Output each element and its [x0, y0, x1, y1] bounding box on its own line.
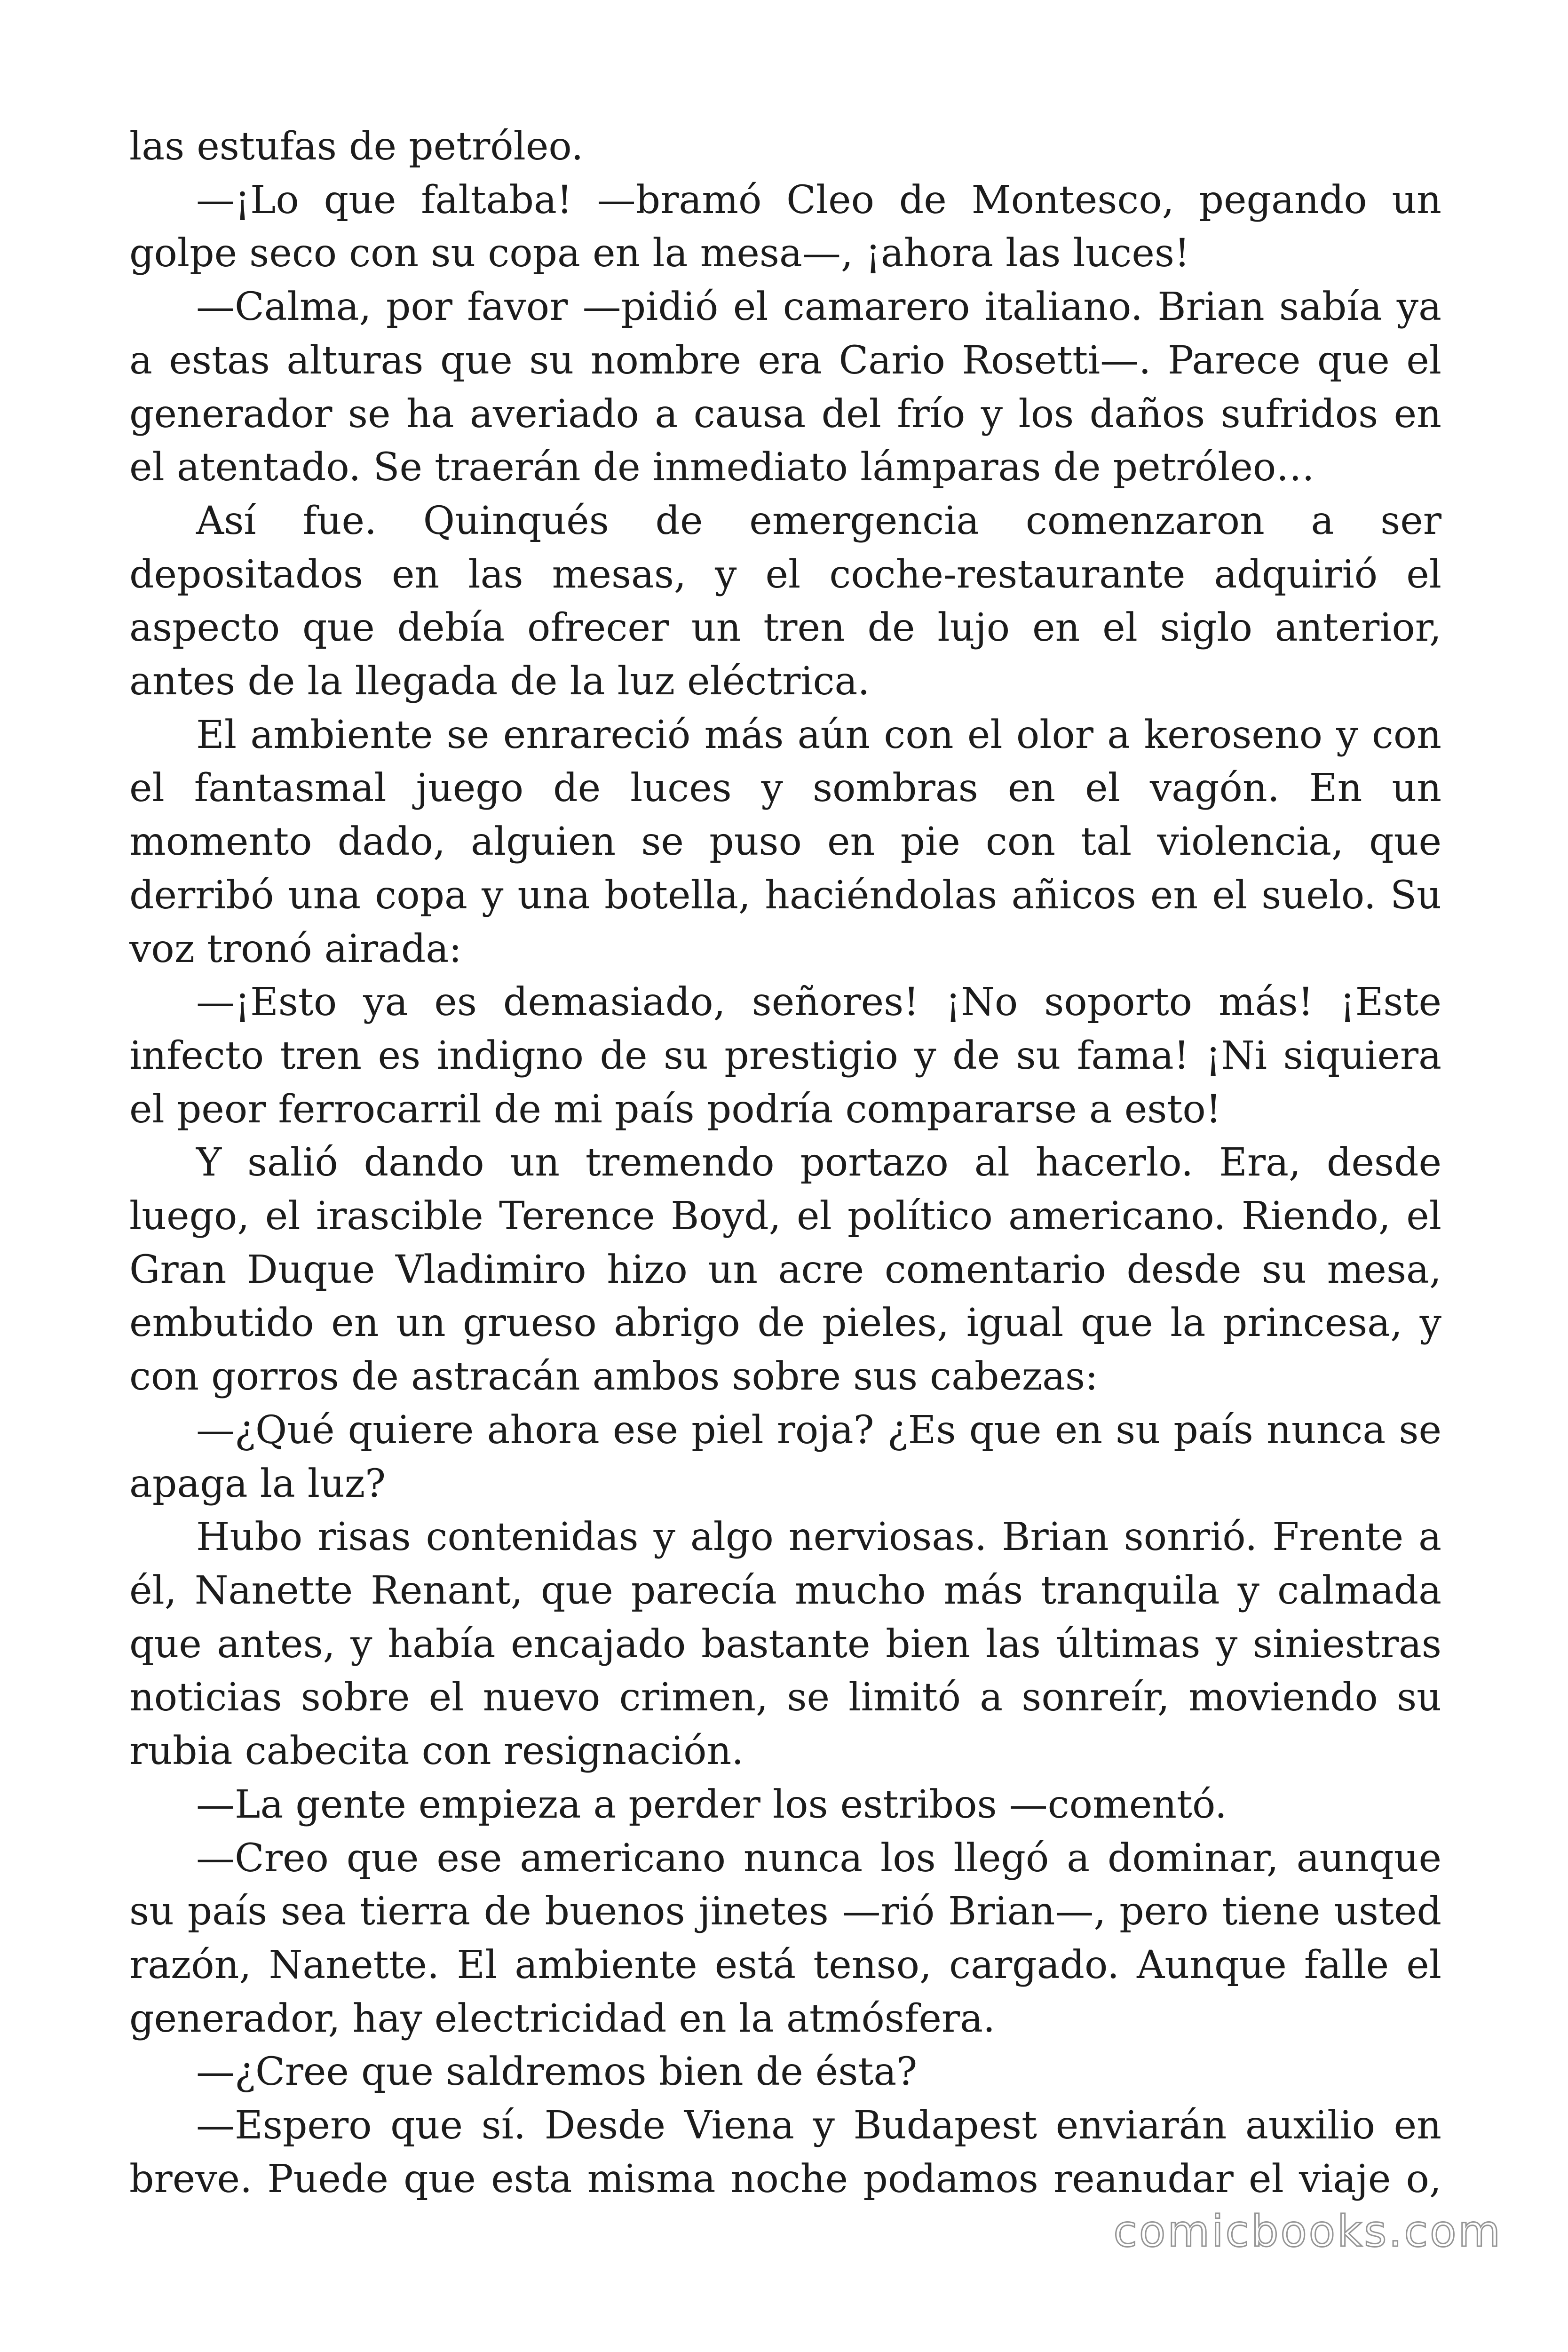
paragraph: —Calma, por favor —pidió el camarero italiano. Brian sabía ya a estas alturas que su nombre era Cario Rosetti—. Parece que el generador se ha averiado a causa del frío y los daños sufridos en el atentado. Se traerán de inmediato lámparas de petróleo…	[129, 285, 1441, 490]
paragraph: —¿Qué quiere ahora ese piel roja? ¿Es que en su país nunca se apaga la luz?	[129, 1407, 1441, 1506]
paragraph: —¡Lo que faltaba! —bramó Cleo de Montesco, pegando un golpe seco con su copa en la mesa—, ¡ahora las luces!	[129, 177, 1441, 276]
paragraph: —La gente empieza a perder los estribos —comentó.	[196, 1782, 1227, 1827]
paragraph: Hubo risas contenidas y algo nerviosas. Brian sonrió. Frente a él, Nanette Renant, que parecía mucho más tranquila y calmada que antes, y había encajado bastante bien las últimas y siniestras noticias sobre el nuevo crimen, se limitó a sonreír, moviendo su rubia cabecita con resignación.	[129, 1515, 1441, 1774]
paragraph-continuation: las estufas de petróleo.	[129, 124, 584, 169]
watermark: comicbooks.com	[1113, 2206, 1502, 2257]
paragraph: —Creo que ese americano nunca los llegó a dominar, aunque su país sea tierra de buenos jinetes —rió Brian—, pero tiene usted razón, Nanette. El ambiente está tenso, cargado. Aunque falle el generador, hay electricidad en la atmósfera.	[129, 1836, 1441, 2041]
body-text	[129, 120, 1441, 2206]
paragraph: —¿Cree que saldremos bien de ésta?	[196, 2050, 918, 2095]
paragraph: El ambiente se enrareció más aún con el olor a keroseno y con el fantasmal juego de luces y sombras en el vagón. En un momento dado, alguien se puso en pie con tal violencia, que derribó una copa y una botella, haciéndolas añicos en el suelo. Su voz tronó airada:	[129, 712, 1441, 971]
paragraph: Y salió dando un tremendo portazo al hacerlo. Era, desde luego, el irascible Terence Boyd, el político americano. Riendo, el Gran Duque Vladimiro hizo un acre comentario desde su mesa, embutido en un grueso abrigo de pieles, igual que la princesa, y con gorros de astracán ambos sobre sus cabezas:	[129, 1140, 1441, 1399]
paragraph: —¡Esto ya es demasiado, señores! ¡No soporto más! ¡Este infecto tren es indigno de su prestigio y de su fama! ¡Ni siquiera el peor ferrocarril de mi país podría compararse a esto!	[129, 980, 1441, 1132]
paragraph: Así fue. Quinqués de emergencia comenzaron a ser depositados en las mesas, y el coche-restaurante adquirió el aspecto que debía ofrecer un tren de lujo en el siglo anterior, antes de la llegada de la luz eléctrica.	[129, 498, 1441, 704]
paragraph-last: —Espero que sí. Desde Viena y Budapest enviarán auxilio en breve. Puede que esta misma noche podamos reanudar el viaje o,	[129, 2103, 1441, 2201]
